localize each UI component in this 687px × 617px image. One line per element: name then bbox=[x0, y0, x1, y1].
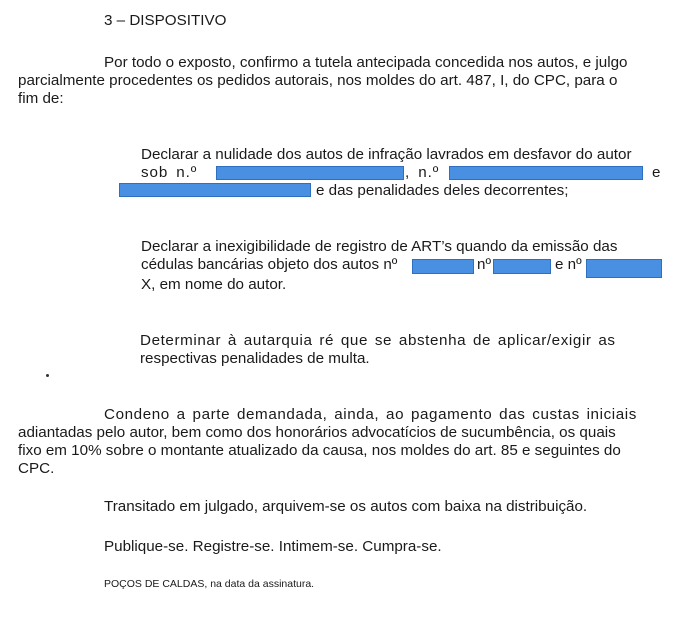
intro-line-3: fim de: bbox=[18, 90, 64, 107]
item2-line-1: Declarar a inexigibilidade de registro de ART’s quando da emissão das bbox=[141, 238, 618, 255]
item1-line-3: e das penalidades deles decorrentes; bbox=[316, 182, 569, 199]
redaction-bar bbox=[449, 166, 643, 180]
item2-line-2: cédulas bancárias objeto dos autos nº bbox=[141, 256, 398, 273]
location-date-line: POÇOS DE CALDAS, na data da assinatura. bbox=[104, 578, 315, 590]
item3-line-2: respectivas penalidades de multa. bbox=[140, 350, 370, 367]
item1-e-label: e bbox=[652, 164, 661, 181]
item1-sob-label: sob n.º bbox=[141, 164, 198, 181]
redaction-bar bbox=[119, 183, 311, 197]
redaction-bar bbox=[412, 259, 474, 274]
item1-line-1: Declarar a nulidade dos autos de infração lavrados em desfavor do autor bbox=[141, 146, 632, 163]
condeno-line-3: fixo em 10% sobre o montante atualizado da causa, nos moldes do art. 85 e seguintes do bbox=[18, 442, 621, 459]
item2-no-label: nº bbox=[477, 256, 491, 273]
publique-line: Publique-se. Registre-se. Intimem-se. Cumpra-se. bbox=[104, 538, 442, 555]
item1-comma-no-label: , n.º bbox=[405, 164, 440, 181]
condeno-line-2: adiantadas pelo autor, bem como dos honorários advocatícios de sucumbência, os quais bbox=[18, 424, 616, 441]
redaction-bar bbox=[493, 259, 551, 274]
intro-line-2: parcialmente procedentes os pedidos autorais, nos moldes do art. 487, I, do CPC, para o bbox=[18, 72, 618, 89]
item2-e-no-label: e nº bbox=[555, 256, 582, 273]
item2-line-3: X, em nome do autor. bbox=[141, 276, 287, 293]
intro-line-1: Por todo o exposto, confirmo a tutela antecipada concedida nos autos, e julgo bbox=[104, 54, 628, 71]
condeno-line-1: Condeno a parte demandada, ainda, ao pagamento das custas iniciais bbox=[104, 406, 637, 423]
redaction-bar bbox=[216, 166, 404, 180]
item3-line-1: Determinar à autarquia ré que se abstenha de aplicar/exigir as bbox=[140, 332, 616, 349]
section-heading: 3 – DISPOSITIVO bbox=[104, 12, 227, 29]
condeno-line-4: CPC. bbox=[18, 460, 55, 477]
stray-mark bbox=[46, 374, 49, 377]
transitado-line: Transitado em julgado, arquivem-se os autos com baixa na distribuição. bbox=[104, 498, 588, 515]
redaction-bar bbox=[586, 259, 662, 278]
